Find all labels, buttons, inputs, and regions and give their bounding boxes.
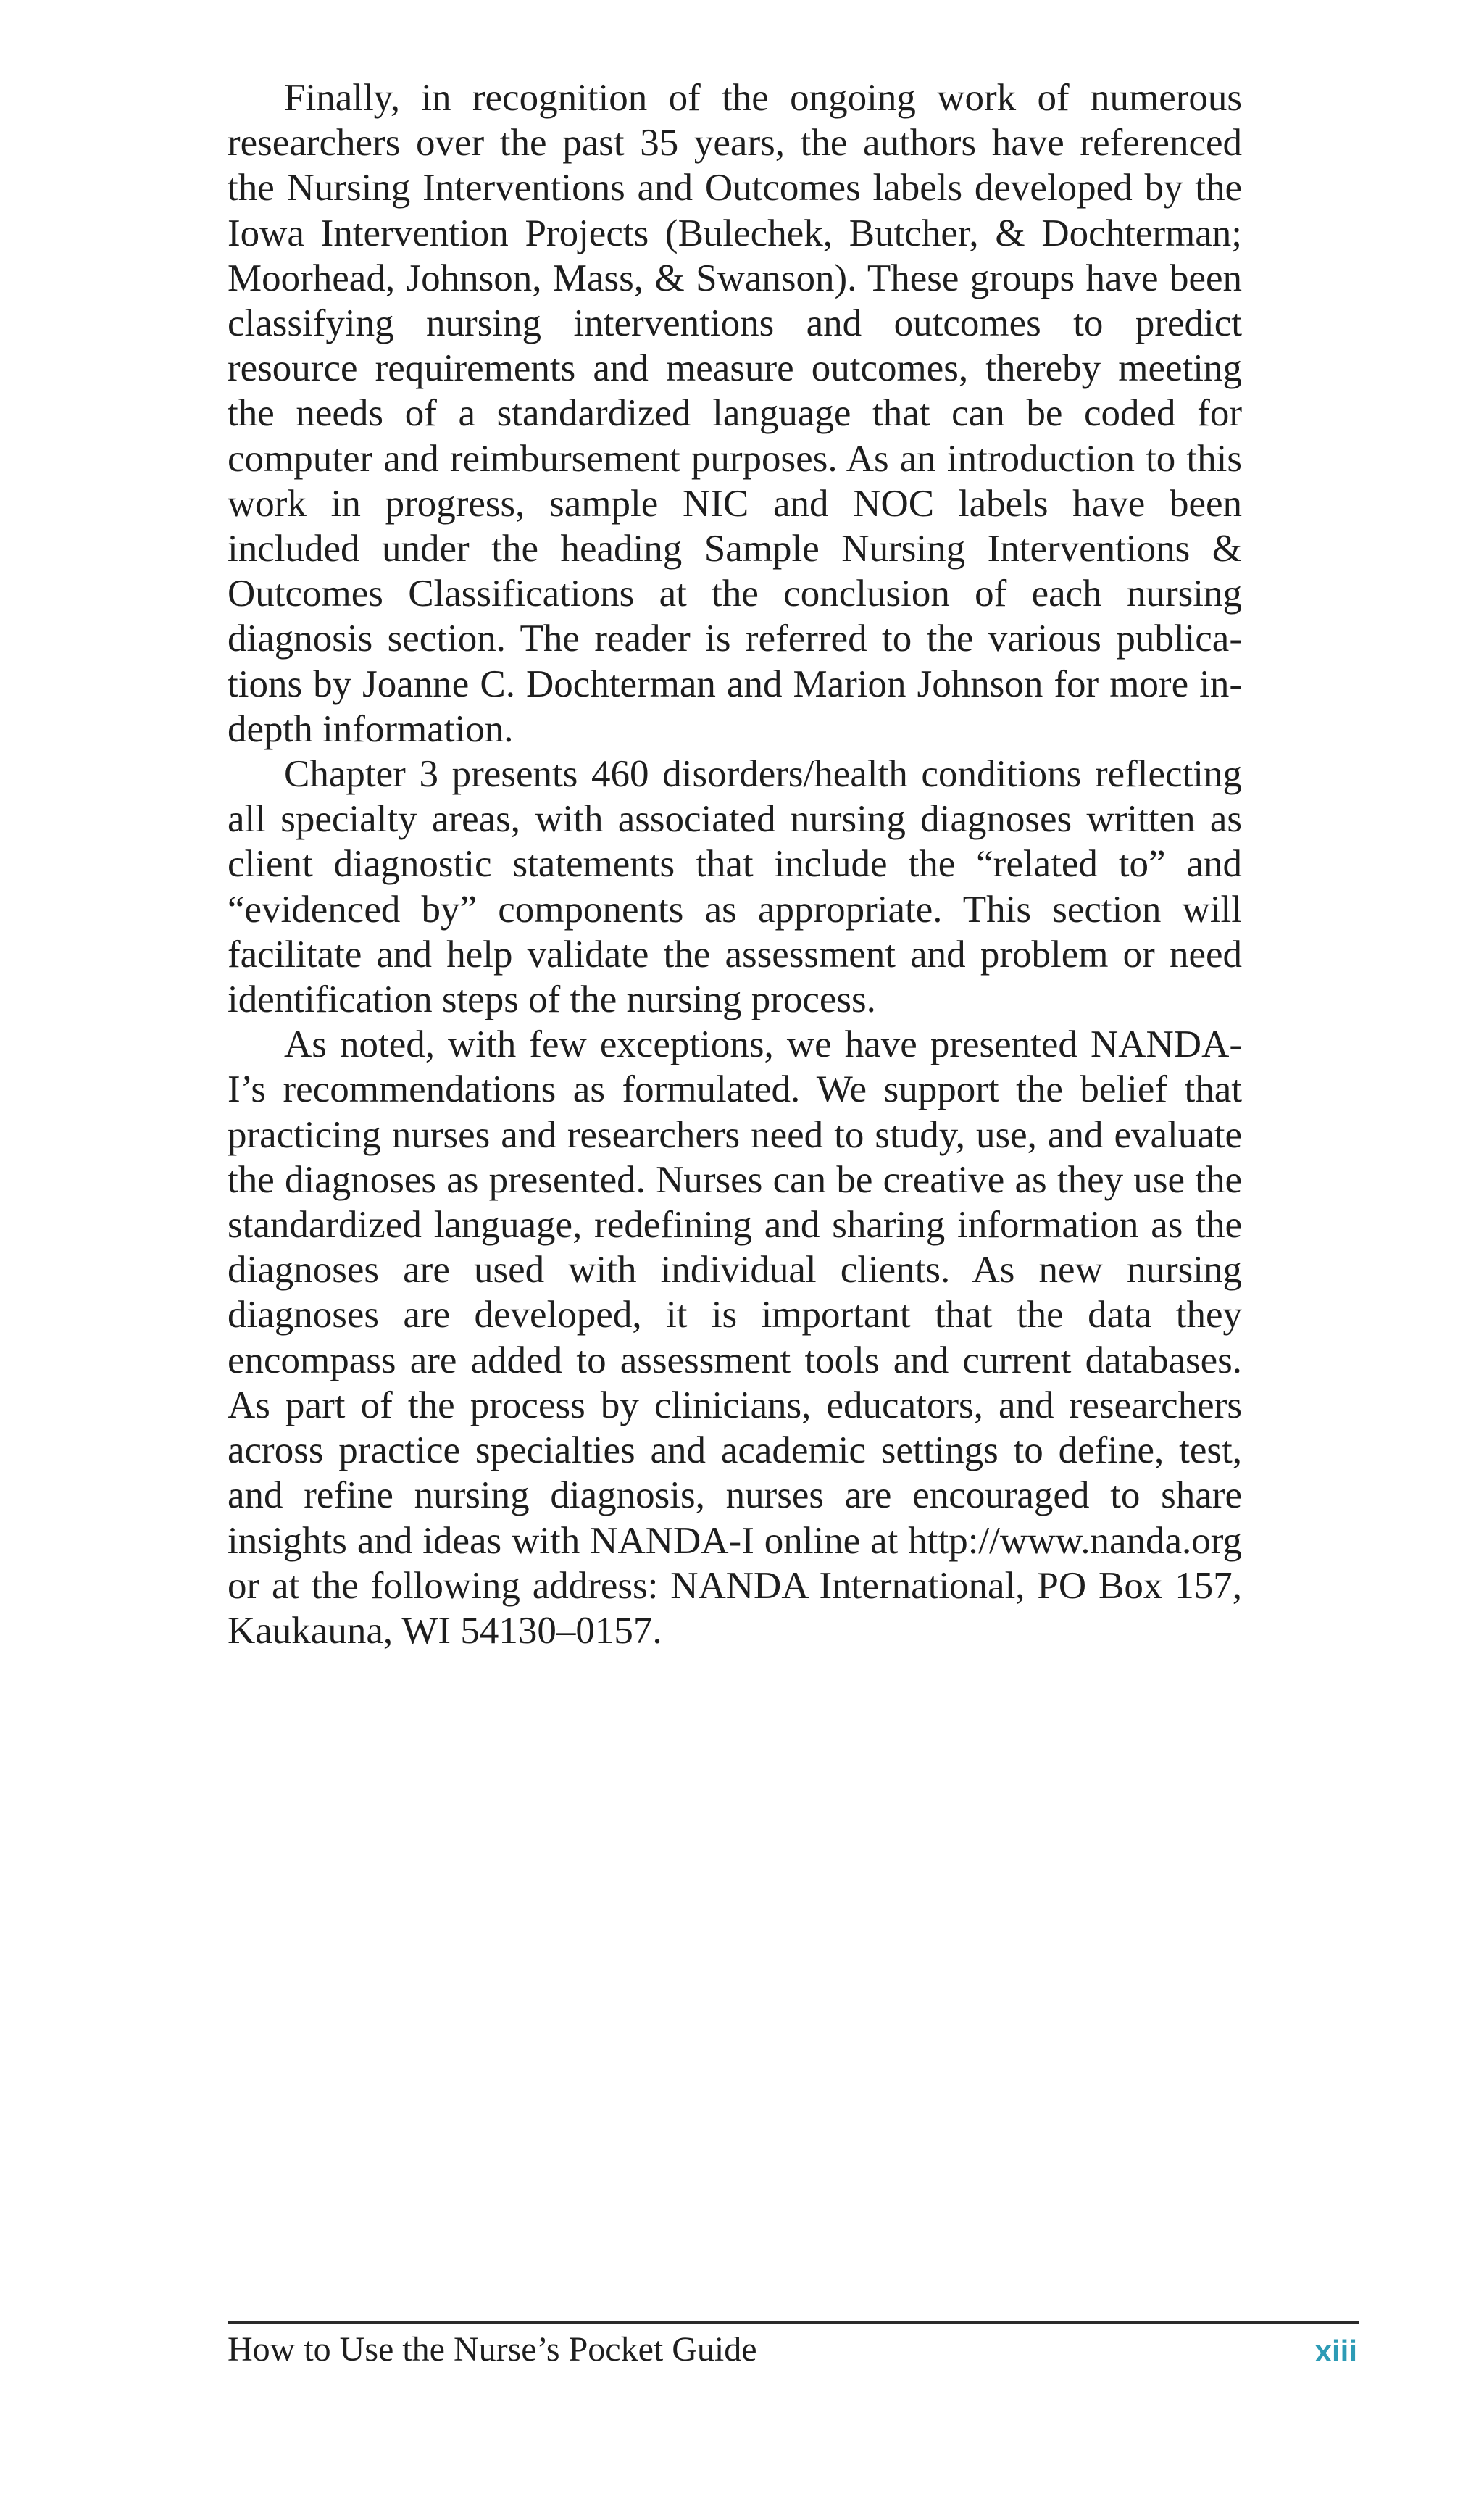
- footer-divider: [228, 2321, 1359, 2324]
- running-footer-title: How to Use the Nurse’s Pocket Guide: [228, 2330, 757, 2369]
- paragraph-nic-noc: Finally, in recognition of the ongoing work of numerous researchers over the past 35 years, the authors have referenced the Nursing Interventions and Outcomes labels developed by the Iowa Intervention Projects (Bulechek, Butcher, & Dochterman; Moorhead, Johnson, Mass, & Swanson). These groups have been classifying nursing interventions and outcomes to predict resource requirements and measure outcomes, thereby meeting the needs of a standardized language that can be coded for computer and reimbursement purposes. As an introduction to this work in progress, sample NIC and NOC labels have been included under the heading Sample Nursing Interventions & Outcomes Classifications at the conclusion of each nursing diagnosis section. The reader is referred to the various publications by Joanne C. Dochterman and Marion Johnson for more in-depth information.: [228, 77, 1242, 750]
- main-text: [228, 75, 1242, 1653]
- paragraph-chapter-3: Chapter 3 presents 460 disorders/health conditions reflecting all specialty areas, with associated nursing diagnoses written as client diagnostic statements that include the “related to” and “evidenced by” components as appropriate. This section will facilitate and help validate the assessment and problem or need identification steps of the nursing process.: [228, 753, 1242, 1021]
- page-number: xiii: [1314, 2334, 1357, 2368]
- paragraph-nanda-recommendations: As noted, with few exceptions, we have presented NANDA-I’s recommendations as formulated. We support the belief that practicing nurses and researchers need to study, use, and evaluate the diagnoses as presented. Nurses can be creative as they use the standardized language, redefining and sharing information as the diagnoses are used with individual clients. As new nursing diagnoses are developed, it is important that the data they encompass are added to assessment tools and current databases. As part of the process by clinicians, educators, and researchers across practice specialties and academic settings to define, test, and refine nursing diagnosis, nurses are encouraged to share insights and ideas with NANDA-I online at http://​www.nanda.org or at the following address: NANDA International, PO Box 157, Kaukauna, WI 54130–0157.: [228, 1023, 1242, 1652]
